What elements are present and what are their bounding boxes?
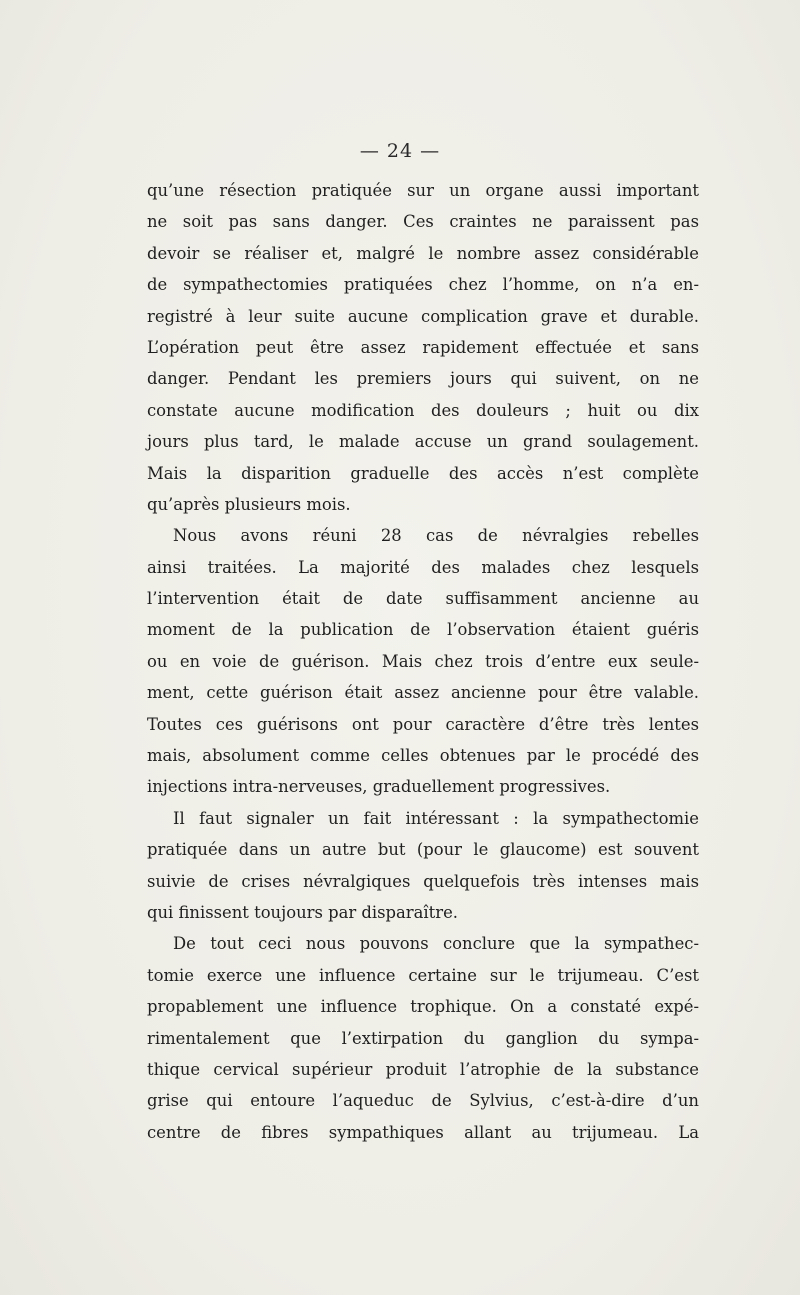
text-line: l’intervention était de date suffisamment ancienne au — [147, 589, 699, 609]
text-line: mais, absolument comme celles obtenues par le procédé des — [147, 746, 699, 766]
text-line: L’opération peut être assez rapidement effectuée et sans — [147, 337, 699, 357]
text-line: rimentalement que l’extirpation du ganglion du sympa- — [147, 1028, 699, 1048]
text-line: De tout ceci nous pouvons conclure que la sympathec- — [173, 934, 699, 954]
text-line: qu’après plusieurs mois. — [147, 494, 351, 514]
text-line: registré à leur suite aucune complication grave et durable. — [147, 306, 699, 326]
text-line: Il faut signaler un fait intéressant : la sympathectomie — [173, 808, 699, 828]
body-text — [147, 175, 699, 1148]
text-line: centre de fibres sympathiques allant au trijumeau. La — [147, 1122, 699, 1142]
text-line: constate aucune modification des douleurs ; huit ou dix — [147, 400, 699, 420]
text-line: Nous avons réuni 28 cas de névralgies rebelles — [173, 526, 699, 546]
text-line: moment de la publication de l’observation étaient guéris — [147, 620, 699, 640]
text-line: ou en voie de guérison. Mais chez trois d’entre eux seule- — [147, 651, 699, 671]
text-line: tomie exerce une influence certaine sur le trijumeau. C’est — [147, 965, 699, 985]
text-line: Mais la disparition graduelle des accès n’est complète — [147, 463, 699, 483]
text-line: jours plus tard, le malade accuse un grand soulagement. — [147, 432, 699, 452]
text-line: de sympathectomies pratiquées chez l’homme, on n’a en- — [147, 275, 699, 295]
text-line: danger. Pendant les premiers jours qui suivent, on ne — [147, 369, 699, 389]
text-line: ment, cette guérison était assez ancienne pour être valable. — [147, 683, 699, 703]
text-line: ainsi traitées. La majorité des malades chez lesquels — [147, 557, 699, 577]
text-line: propablement une influence trophique. On a constaté expé- — [147, 997, 699, 1017]
text-line: pratiquée dans un autre but (pour le glaucome) est souvent — [147, 840, 699, 860]
text-line: suivie de crises névralgiques quelquefois très intenses mais — [147, 871, 699, 891]
page-number: — 24 — — [359, 140, 441, 162]
text-line: qui finissent toujours par disparaître. — [147, 902, 458, 922]
text-line: thique cervical supérieur produit l’atrophie de la substance — [147, 1059, 699, 1079]
text-line: grise qui entoure l’aqueduc de Sylvius, c’est-à-dire d’un — [147, 1091, 699, 1111]
text-line: qu’une résection pratiquée sur un organe aussi important — [147, 181, 699, 200]
text-line: injections intra-nerveuses, graduellement progressives. — [147, 777, 611, 797]
text-line: ne soit pas sans danger. Ces craintes ne paraissent pas — [147, 212, 699, 232]
text-line: Toutes ces guérisons ont pour caractère d’être très lentes — [147, 714, 699, 734]
text-line: devoir se réaliser et, malgré le nombre assez considérable — [147, 243, 699, 263]
